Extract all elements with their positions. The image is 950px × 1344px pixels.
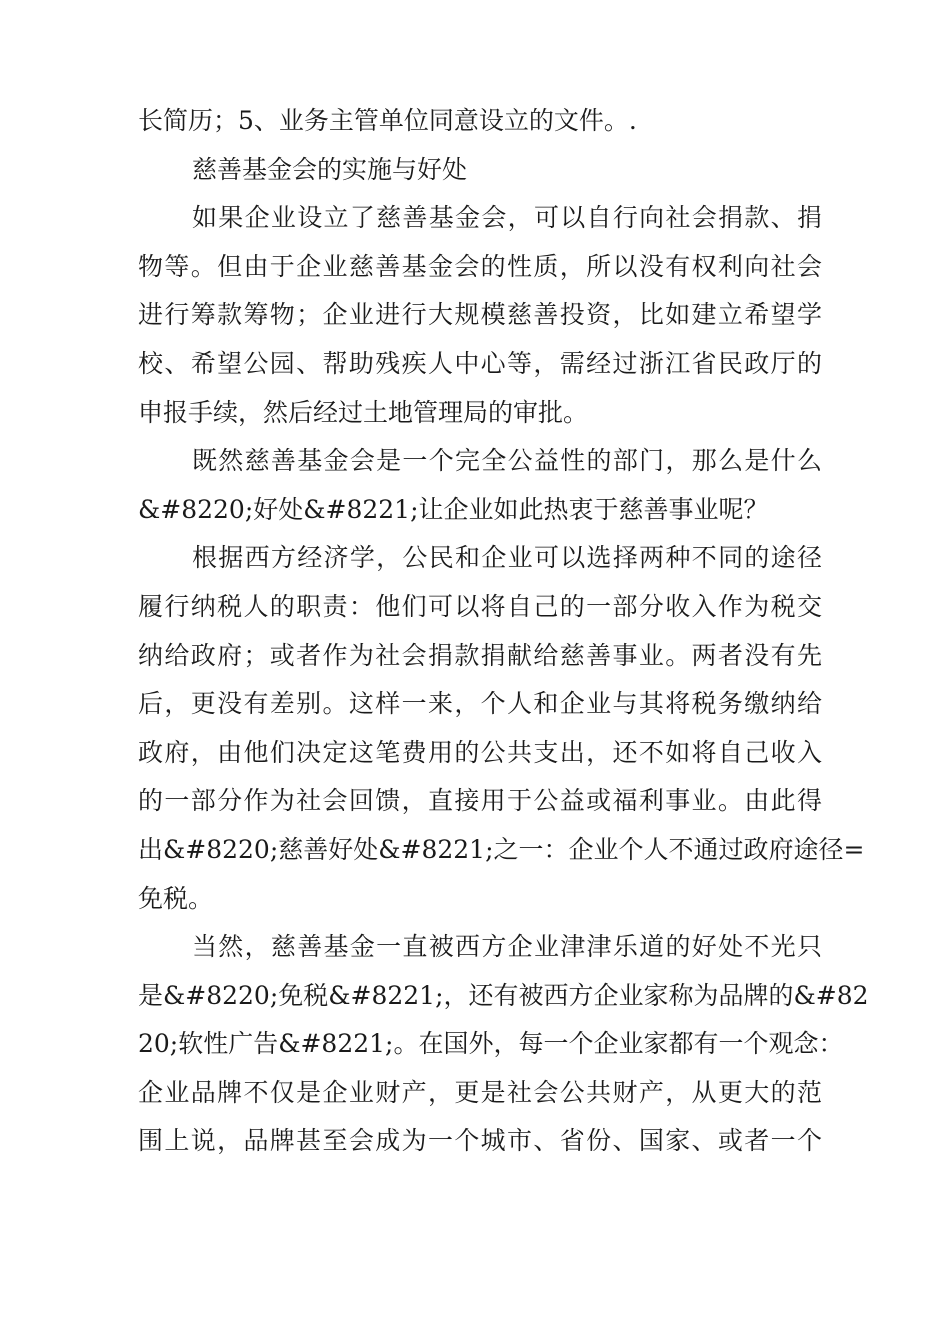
body-line: 校、希望公园、帮助残疾人中心等，需经过浙江省民政厅的 xyxy=(138,348,822,378)
body-line: 如果企业设立了慈善基金会，可以自行向社会捐款、捐 xyxy=(192,203,822,233)
document-body xyxy=(138,97,869,1166)
body-line: 免税。 xyxy=(138,883,214,913)
body-line: 企业品牌不仅是企业财产，更是社会公共财产，从更大的范 xyxy=(138,1077,822,1107)
body-line: 履行纳税人的职责：他们可以将自己的一部分收入作为税交 xyxy=(138,591,822,621)
body-line: 围上说，品牌甚至会成为一个城市、省份、国家、或者一个 xyxy=(138,1126,822,1156)
body-line: 是&#8220;免税&#8221;，还有被西方企业家称为品牌的&#82 xyxy=(138,980,869,1010)
body-line: 长简历；5、业务主管单位同意设立的文件。. xyxy=(138,106,637,135)
body-line: 申报手续，然后经过土地管理局的审批。 xyxy=(138,397,589,427)
body-line: 出&#8220;慈善好处&#8221;之一：企业个人不通过政府途径= xyxy=(138,834,865,864)
section-heading: 慈善基金会的实施与好处 xyxy=(192,154,468,184)
body-line: 纳给政府；或者作为社会捐款捐献给慈善事业。两者没有先 xyxy=(138,640,822,670)
body-line: 的一部分作为社会回馈，直接用于公益或福利事业。由此得 xyxy=(138,786,822,816)
body-line: &#8220;好处&#8221;让企业如此热衷于慈善事业呢？ xyxy=(138,494,769,524)
body-line: 既然慈善基金会是一个完全公益性的部门，那么是什么 xyxy=(192,446,822,476)
body-line: 当然，慈善基金一直被西方企业津津乐道的好处不光只 xyxy=(192,932,822,962)
body-line: 20;软性广告&#8221;。在国外，每一个企业家都有一个观念： xyxy=(138,1029,844,1059)
body-line: 物等。但由于企业慈善基金会的性质，所以没有权利向社会 xyxy=(138,251,822,281)
body-line: 后，更没有差别。这样一来，个人和企业与其将税务缴纳给 xyxy=(138,689,822,719)
body-line: 进行筹款筹物；企业进行大规模慈善投资，比如建立希望学 xyxy=(138,300,822,330)
body-line: 根据西方经济学，公民和企业可以选择两种不同的途径 xyxy=(192,543,822,573)
body-line: 政府，由他们决定这笔费用的公共支出，还不如将自己收入 xyxy=(138,737,822,767)
